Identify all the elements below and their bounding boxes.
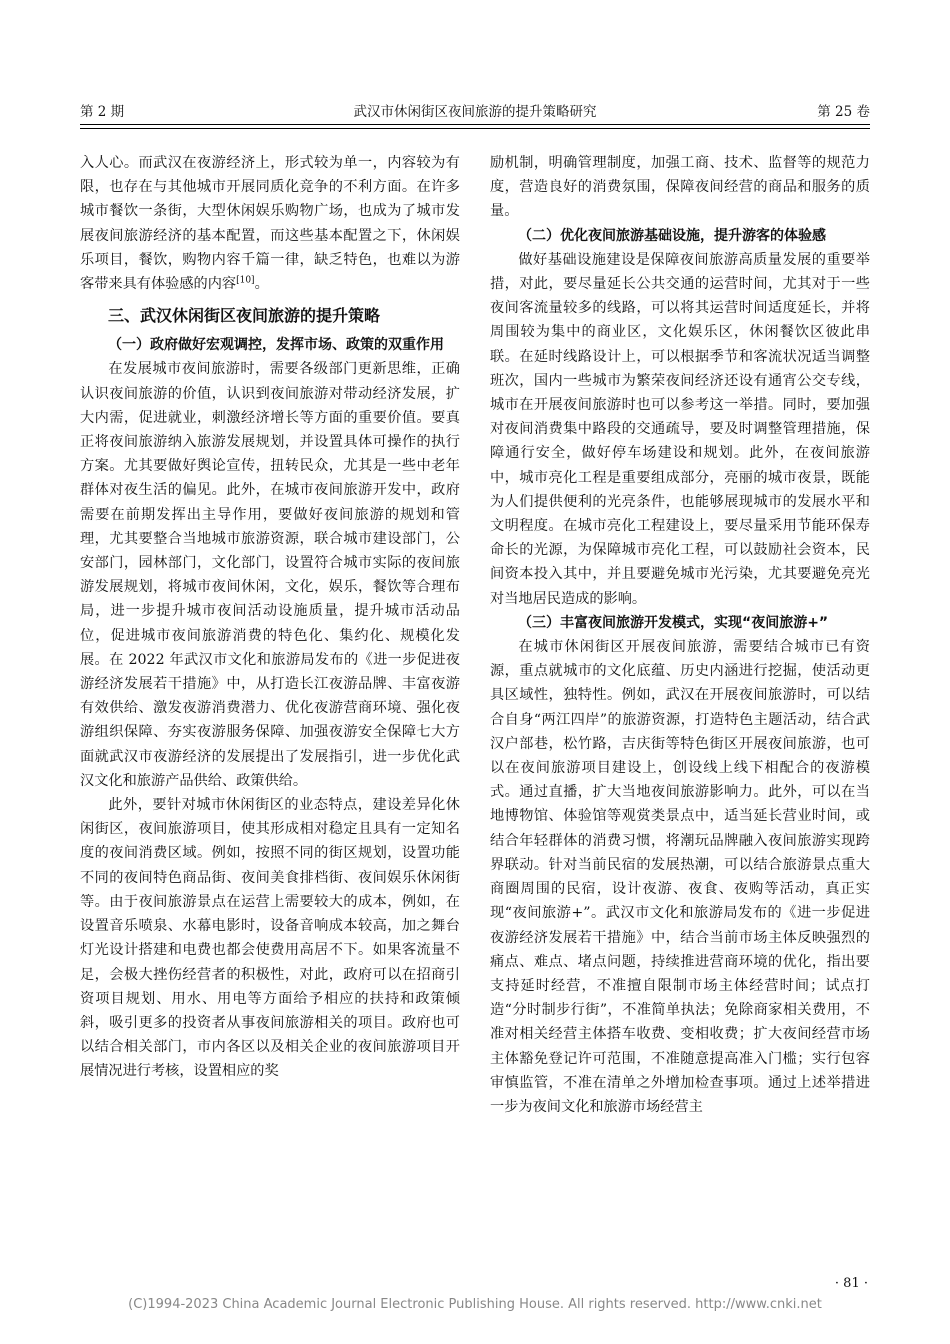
body-paragraph: 在城市休闲街区开展夜间旅游，需要结合城市已有资源，重点就城市的文化底蕴、历史内涵进行挖掘，使活动更具区域性，独特性。例如，武汉在开展夜间旅游时，可以结合自身“两江四岸”的旅游资源，打造特色主题活动，结合武汉户部巷，松竹路，吉庆街等特色街区开展夜间旅游，也可以在夜间旅游项目建设上，创设线上线下相配合的夜游模式。通过直播，扩大当地夜间旅游影响力。此外，可以在当地博物馆、体验馆等观赏类景点中，适当延长营业时间，或结合年轻群体的消费习惯，将潮玩品牌融入夜间旅游实现跨界联动。针对当前民宿的发展热潮，可以结合旅游景点重大商圈周围的民宿，设计夜游、夜食、夜购等活动，真正实现“夜间旅游+”。武汉市文化和旅游局发布的《进一步促进夜游经济发展若干措施》中，结合当前市场主体反映强烈的痛点、难点、堵点问题，持续推进营商环境的优化，指出要支持延时经营，不准擅自限制市场主体经营时间；试点打造“分时制步行街”，不准简单执法；免除商家相关费用，不准对相关经营主体搭车收费、变相收费；扩大夜间经营市场主体豁免登记许可范围，不准随意提高准入门槛；实行包容审慎监管，不准在清单之外增加检查事项。通过上述举措进一步为夜间文化和旅游市场经营主 [490,639,870,1115]
header-rule-thin [80,128,870,129]
body-paragraph: 在发展城市夜间旅游时，需要各级部门更新思维，正确认识夜间旅游的价值，认识到夜间旅游对带动经济发展，扩大内需，促进就业，刺激经济增长等方面的重要价值。要真正将夜间旅游纳入旅游发展规划，并设置具体可操作的执行方案。尤其要做好舆论宣传，扭转民众，尤其是一些中老年群体对夜生活的偏见。此外，在城市夜间旅游开发中，政府需要在前期发挥出主导作用，要做好夜间旅游的规划和管理，尤其要整合当地城市旅游资源，联合城市建设部门，公安部门，园林部门，文化部门，设置符合城市实际的夜间旅游发展规划，将城市夜间休闲，文化，娱乐，餐饮等合理布局，进一步提升城市夜间活动设施质量，提升城市活动品位，促进城市夜间旅游消费的特色化、集约化、规模化发展。在 2022 年武汉市文化和旅游局发布的《进一步促进夜游经济发展若干措施》中，从打造长江夜游品牌、丰富夜游有效供给、激发夜游消费潜力、优化夜游营商环境、强化夜游组织保障、夯实夜游服务保障、加强夜游安全保障七大方面就武汉市夜游经济的发展提出了发展指引，进一步优化武汉文化和旅游产品供给、政策供给。 [80,361,460,789]
running-header [80,100,870,122]
copyright-footer: (C)1994-2023 China Academic Journal Electronic Publishing House. All rights reserved. http://www.cnki.net [128,1297,822,1312]
citation-ref[interactable]: [10] [236,275,255,286]
header-rule-thick [80,124,870,125]
page-number: · 81 · [834,1276,868,1291]
body-paragraph: 做好基础设施建设是保障夜间旅游高质量发展的重要举措，对此，要尽量延长公共交通的运营时间，尤其对于一些夜间客流量较多的线路，可以将其运营时间适度延长，并将周围较为集中的商业区，文化娱乐区，休闲餐饮区彼此串联。在延时线路设计上，可以根据季节和客流状况适当调整班次，国内一些城市为繁荣夜间经济还设有通宵公交专线，城市在开展夜间旅游时也可以参考这一举措。同时，要加强对夜间消费集中路段的交通疏导，要及时调整管理措施，保障通行安全，做好停车场建设和规划。此外，在夜间旅游中，城市亮化工程是重要组成部分，亮丽的城市夜景，既能为人们提供便利的光亮条件，也能够展现城市的发展水平和文明程度。在城市亮化工程建设上，要尽量采用节能环保寿命长的光源，为保障城市亮化工程，可以鼓励社会资本，民间资本投入其中，并且要避免城市光污染，尤其要避免亮光对当地居民造成的影响。 [490,251,870,607]
continued-paragraph: 入人心。而武汉在夜游经济上，形式较为单一，内容较为有限，也存在与其他城市开展同质化竞争的不利方面。在许多城市餐饮一条街，大型休闲娱乐购物广场，也成为了城市发展夜间旅游经济的基本配置，而这些基本配置之下，休闲娱乐项目，餐饮，购物内容千篇一律，缺乏特色，也难以为游客带来具有体验感的内容[10]。 [80,155,460,293]
subsection-heading-3: （三）丰富夜间旅游开发模式，实现“夜间旅游+” [518,614,829,631]
subsection-heading-1: （一）政府做好宏观调控，发挥市场、政策的双重作用 [108,337,444,354]
right-column [490,151,870,1119]
issue-label: 第 2 期 [80,104,125,120]
section-heading-3: 三、武汉休闲街区夜间旅游的提升策略 [108,306,381,326]
journal-running-title: 武汉市休闲街区夜间旅游的提升策略研究 [353,104,597,120]
subsection-heading-2: （二）优化夜间旅游基础设施，提升游客的体验感 [518,227,826,244]
continued-paragraph: 励机制，明确管理制度，加强工商、技术、监督等的规范力度，营造良好的消费氛围，保障夜间经营的商品和服务的质量。 [490,155,870,220]
left-column [80,151,460,1084]
body-paragraph: 此外，要针对城市休闲街区的业态特点，建设差异化休闲街区，夜间旅游项目，使其形成相对稳定且具有一定知名度的夜间消费区域。例如，按照不同的街区规划，设置功能不同的夜间特色商品街、夜间美食排档街、夜间娱乐休闲街等。由于夜间旅游景点在运营上需要较大的成本，例如，在设置音乐喷泉、水幕电影时，设备音响成本较高，加之舞台灯光设计搭建和电费也都会使费用高居不下。如果客流量不足，会极大挫伤经营者的积极性，对此，政府可以在招商引资项目规划、用水、用电等方面给予相应的扶持和政策倾斜，吸引更多的投资者从事夜间旅游相关的项目。政府也可以结合相关部门，市内各区以及相关企业的夜间旅游项目开展情况进行考核，设置相应的奖 [80,797,460,1080]
volume-label: 第 25 卷 [817,104,870,120]
